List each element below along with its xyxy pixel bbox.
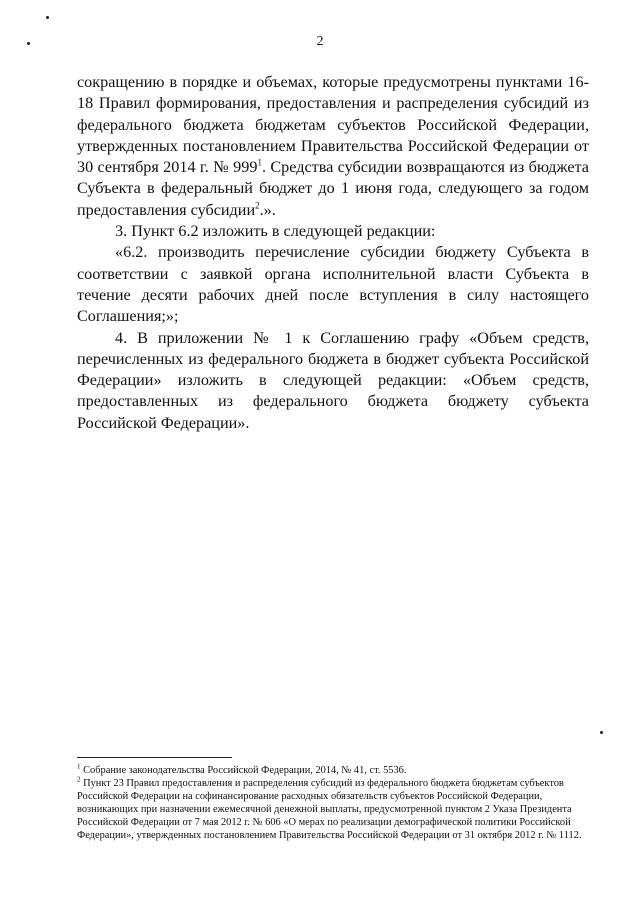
document-body (77, 72, 589, 434)
footnote-ref[interactable]: 1 (257, 157, 262, 168)
scan-speck (600, 731, 603, 734)
paragraph-text: .». (259, 200, 276, 219)
footnote-text: Пункт 23 Правил предоставления и распределения субсидий из федерального бюджета бюджетам субъектов Российской Федерации на софинансирование расходных обязательств субъектов Российской Федерации, возникающих при назначении ежемесячной денежной выплаты, предусмотренной пунктом 2 Указа Президента Российской Федерации от 7 мая 2012 г. № 606 «О мерах по реализации демографической политики Российской Федерации», утвержденных постановлением Правительства Российской Федерации от 31 октября 2012 г. № 1112. (77, 778, 582, 842)
footnotes (77, 764, 597, 843)
footnote-2 (77, 777, 597, 842)
paragraph-text: . Средства субсидии возвращаются из бюджета Субъекта в федеральный бюджет до 1 июня года, следующего за годом предоставления субсидии (77, 158, 589, 219)
page-number: 2 (316, 34, 324, 49)
footnote-divider (77, 757, 232, 758)
footnote-marker: 1 (77, 762, 81, 771)
paragraph-text: сокращению в порядке и объемах, которые предусмотрены пунктами 16-18 Правил формирования, предоставления и распределения субсидий из федерального бюджета бюджетам субъектов Российской Федерации, утвержденных постановлением Правительства Российской Федерации от 30 сентября 2014 г. № 999 (77, 73, 589, 177)
footnote-marker: 2 (77, 775, 81, 784)
footnote-1 (77, 764, 597, 777)
paragraph-item-3: 3. Пункт 6.2 изложить в следующей редакции: (115, 222, 436, 241)
paragraph-quote-6-2: «6.2. производить перечисление субсидии бюджету Субъекта в соответствии с заявкой органа исполнительной власти Субъекта в течение десяти рабочих дней после вступления в силу настоящего Соглашения;»; (77, 243, 589, 326)
footnote-ref[interactable]: 2 (255, 200, 260, 211)
footnote-text: Собрание законодательства Российской Федерации, 2014, № 41, ст. 5536. (80, 765, 407, 776)
scan-speck (46, 16, 49, 19)
paragraph-continuation (77, 72, 589, 221)
paragraph-item-4: 4. В приложении № 1 к Соглашению графу «Объем средств, перечисленных из федерального бюджета в бюджет субъекта Российской Федерации» изложить в следующей редакции: «Объем средств, предоставленных из федерального бюджета бюджету субъекта Российской Федерации». (77, 328, 589, 432)
